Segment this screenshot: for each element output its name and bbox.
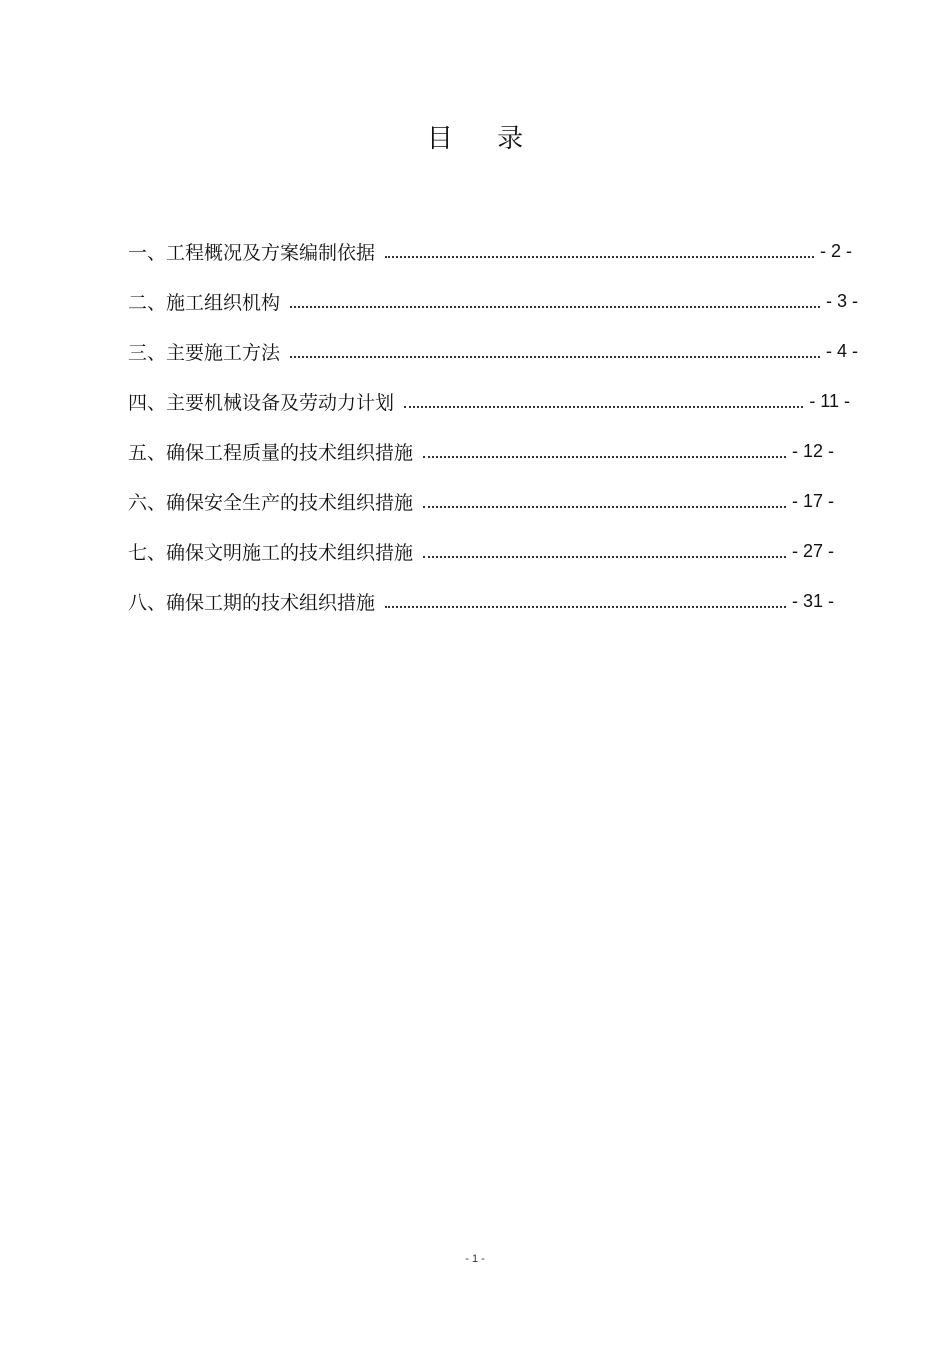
dot-leader bbox=[423, 555, 786, 558]
toc-entry-label: 二、施工组织机构 bbox=[128, 291, 281, 314]
toc-entry-label: 四、主要机械设备及劳动力计划 bbox=[128, 391, 395, 414]
toc-entry-1[interactable] bbox=[128, 226, 852, 276]
dot-leader bbox=[404, 405, 803, 408]
toc-entry-6[interactable] bbox=[128, 476, 834, 526]
toc-entry-5[interactable] bbox=[128, 426, 834, 476]
toc-entry-page: - 11 - bbox=[809, 390, 850, 411]
table-of-contents bbox=[128, 226, 868, 626]
toc-entry-8[interactable] bbox=[128, 576, 834, 626]
dot-leader bbox=[423, 505, 786, 508]
toc-entry-3[interactable] bbox=[128, 326, 858, 376]
dot-leader bbox=[290, 355, 820, 358]
toc-entry-label: 六、确保安全生产的技术组织措施 bbox=[128, 491, 414, 514]
toc-entry-page: - 4 - bbox=[825, 340, 858, 361]
toc-entry-page: - 31 - bbox=[791, 590, 834, 611]
toc-entry-page: - 12 - bbox=[791, 440, 834, 461]
toc-entry-label: 五、确保工程质量的技术组织措施 bbox=[128, 441, 414, 464]
toc-entry-2[interactable] bbox=[128, 276, 858, 326]
toc-title: 目 录 bbox=[426, 124, 542, 154]
toc-entry-page: - 17 - bbox=[791, 490, 834, 511]
toc-entry-4[interactable] bbox=[128, 376, 850, 426]
dot-leader bbox=[423, 455, 786, 458]
toc-entry-label: 一、工程概况及方案编制依据 bbox=[128, 241, 376, 264]
page-number-footer: - 1 - bbox=[465, 1253, 485, 1265]
dot-leader bbox=[385, 605, 786, 608]
toc-entry-page: - 2 - bbox=[819, 240, 852, 261]
toc-entry-7[interactable] bbox=[128, 526, 834, 576]
toc-entry-label: 七、确保文明施工的技术组织措施 bbox=[128, 541, 414, 564]
dot-leader bbox=[385, 255, 814, 258]
toc-entry-page: - 27 - bbox=[791, 540, 834, 561]
toc-entry-label: 三、主要施工方法 bbox=[128, 341, 281, 364]
toc-entry-page: - 3 - bbox=[825, 290, 858, 311]
dot-leader bbox=[290, 305, 820, 308]
toc-entry-label: 八、确保工期的技术组织措施 bbox=[128, 591, 376, 614]
